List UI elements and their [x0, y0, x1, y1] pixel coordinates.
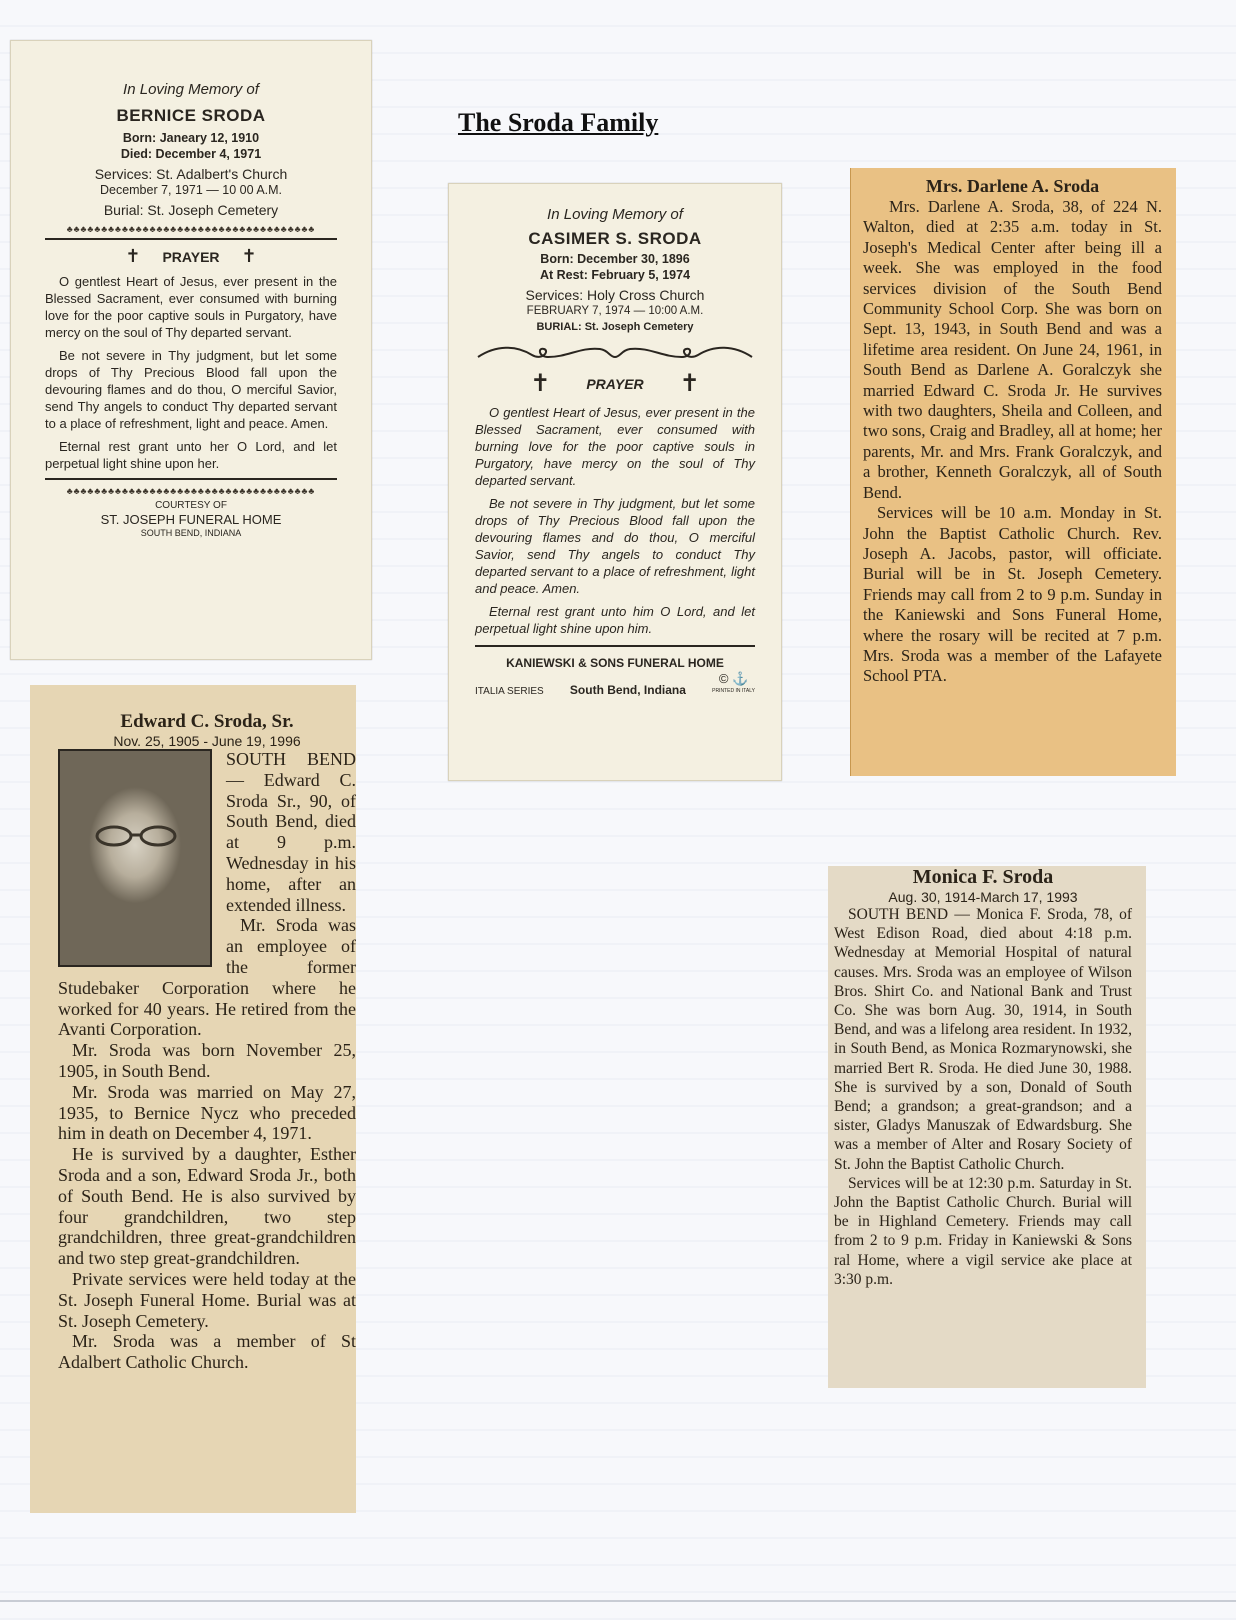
- card-name: CASIMER S. SRODA: [528, 229, 702, 248]
- obituary-paragraph: SOUTH BEND — Monica F. Sroda, 78, of West Edison Road, died about 4:18 p.m. Wednesday at Memorial Hospital of natural causes. Mrs. Sroda was an employee of Wilson Bros. Shirt Co. and National Bank and Trust Co. She was born Aug. 30, 1914, in South Bend, and was a lifelong area resident. In 1932, in South Bend, as Monica Rozmarynowski, she married Bert R. Sroda. He died June 30, 1988. She is survived by a son, Donald of South Bend; a grandson; a great-grandson; and a sister, Gladys Manuszak of Edwardsburg. She was a member of Alter and Rosary Society of St. John the Baptist Catholic Church.: [834, 906, 1132, 1173]
- scroll-ornament-icon: [476, 343, 754, 363]
- obituary-paragraph: Private services were held today at the St. Joseph Funeral Home. Burial was at St. Joseph Cemetery.: [58, 1268, 356, 1331]
- card-services: Services: Holy Cross Church: [525, 287, 705, 303]
- obituary-paragraph: Mr. Sroda was married on May 27, 1935, to Bernice Nycz who preceded him in death on December 4, 1971.: [58, 1081, 356, 1144]
- card-location: SOUTH BEND, INDIANA: [140, 528, 242, 538]
- obituary-paragraph: Mrs. Darlene A. Sroda, 38, of 224 N. Walton, died at 2:35 a.m. today in St. Joseph's Medical Center after being ill a week. She was employed in the food services division of the South Bend Community School Corp. She was born on Sept. 13, 1943, in South Bend and was a lifetime area resident. On June 24, 1961, in South Bend as Darlene A. Goralczyk she married Edward C. Sroda Jr. He survives with two daughters, Sheila and Colleen, and two sons, Craig and Bradley, all at home; her parents, Mr. and Mrs. Frank Goralczyk, and a brother, Kenneth Goralczyk, all of South Bend.: [863, 197, 1162, 502]
- prayer-title: PRAYER: [586, 375, 644, 392]
- card-location: South Bend, Indiana: [569, 683, 686, 697]
- obituary-paragraph: He is survived by a daughter, Esther Sroda and a son, Edward Sroda Jr., both of South Bend. He is also survived by four grandchildren, two step grandchildren, three great-grandchildren and two step great-grandchildren.: [58, 1144, 356, 1269]
- ornament-divider: ♣♣♣♣♣♣♣♣♣♣♣♣♣♣♣♣♣♣♣♣♣♣♣♣♣♣♣♣♣♣♣♣♣♣♣♣: [66, 486, 316, 496]
- obituary-paragraph: Services will be 10 a.m. Monday in St. John the Baptist Catholic Church. Rev. Joseph A. Jacobs, pastor, will officiate. Burial will be in St. Joseph Cemetery. Friends may call from 2 to 9 p.m. Sunday in the Kaniewski and Sons Funeral Home, where the rosary will be recited at 7 p.m. Mrs. Sroda was a member of the Lafayete School PTA.: [863, 503, 1162, 686]
- card-born: Born: Janeary 12, 1910: [122, 131, 260, 145]
- obituary-dates: Aug. 30, 1914-March 17, 1993: [888, 889, 1078, 905]
- prayer-paragraph: Eternal rest grant unto him O Lord, and let perpetual light shine upon him.: [475, 604, 755, 636]
- page-title: The Sroda Family: [458, 108, 659, 137]
- obituary-paragraph: Mr. Sroda was a member of St Adalbert Catholic Church.: [58, 1331, 356, 1373]
- divider-line: [45, 478, 337, 480]
- obituary-edward: [30, 685, 356, 1513]
- card-intro: In Loving Memory of: [547, 206, 683, 223]
- printed-label: PRINTED IN ITALY: [712, 688, 755, 694]
- card-burial: BURIAL: St. Joseph Cemetery: [536, 321, 694, 333]
- memorial-card-casimer: [448, 183, 782, 781]
- glasses-icon: [94, 825, 178, 847]
- cross-icon: ✝: [679, 370, 700, 397]
- divider-line: [475, 645, 755, 647]
- card-born: Born: December 30, 1896: [540, 252, 690, 266]
- prayer-title: PRAYER: [162, 248, 220, 265]
- portrait-photo: [58, 749, 212, 967]
- card-services-time: FEBRUARY 7, 1974 — 10:00 A.M.: [526, 305, 704, 317]
- obituary-paragraph: Mr. Sroda was born November 25, 1905, in South Bend.: [58, 1040, 356, 1081]
- card-series: ITALIA SERIES: [475, 686, 544, 697]
- courtesy-label: COURTESY OF: [155, 500, 227, 511]
- obituary-monica: [828, 866, 1146, 1388]
- obituary-dates: Nov. 25, 1905 - June 19, 1996: [113, 733, 301, 749]
- card-services-time: December 7, 1971 — 10 00 A.M.: [99, 183, 283, 197]
- obituary-paragraph: Mr. Sroda was an employee of the former Studebaker Corporation where he worked for 40 years. He retired from the Avanti Corporation.: [58, 915, 356, 1040]
- obituary-darlene: [850, 168, 1176, 776]
- memorial-card-bernice: [10, 40, 372, 660]
- card-name: BERNICE SRODA: [116, 106, 266, 125]
- card-died: Died: December 4, 1971: [120, 147, 262, 161]
- divider-line: [45, 238, 337, 240]
- obituary-headline: Mrs. Darlene A. Sroda: [925, 176, 1100, 196]
- page-bottom-edge: [0, 1600, 1236, 1602]
- prayer-paragraph: O gentlest Heart of Jesus, ever present in the Blessed Sacrament, ever consumed with burning love for the poor captive souls in Purgatory, have mercy on the soul of Thy departed servant.: [45, 274, 337, 340]
- printer-mark-icon: © ⚓: [718, 671, 749, 686]
- funeral-home: KANIEWSKI & SONS FUNERAL HOME: [506, 656, 724, 670]
- prayer-paragraph: Be not severe in Thy judgment, but let some drops of Thy Precious Blood fall upon the devouring flames and do thou, O merciful Savior, send Thy angels to conduct Thy departed servant to a place of refreshment, light and peace. Amen.: [45, 348, 337, 431]
- cross-icon: ✝: [241, 246, 257, 266]
- obituary-headline: Monica F. Sroda: [912, 866, 1054, 888]
- prayer-paragraph: Eternal rest grant unto her O Lord, and let perpetual light shine upon her.: [45, 439, 337, 471]
- card-burial: Burial: St. Joseph Cemetery: [103, 202, 279, 218]
- prayer-paragraph: Be not severe in Thy judgment, but let some drops of Thy Precious Blood fall upon the devouring flames and do thou, O merciful Savior, send Thy angels to conduct Thy departed servant to a place of refreshment, light and peace. Amen.: [475, 496, 755, 596]
- prayer-paragraph: O gentlest Heart of Jesus, ever present in the Blessed Sacrament, ever consumed with burning love for the poor captive souls in Purgatory, have mercy on the soul of Thy departed servant.: [475, 405, 755, 488]
- card-intro: In Loving Memory of: [123, 81, 259, 98]
- cross-icon: ✝: [530, 370, 551, 397]
- obituary-paragraph: SOUTH BEND — Edward C. Sroda Sr., 90, of South Bend, died at 9 p.m. Wednesday in his home, after an extended illness.: [226, 749, 356, 915]
- card-rest: At Rest: February 5, 1974: [539, 268, 691, 282]
- card-services: Services: St. Adalbert's Church: [94, 166, 288, 182]
- obituary-paragraph: Services will be at 12:30 p.m. Saturday in St. John the Baptist Catholic Church. Burial will be in Highland Cemetery. Friends may call from 2 to 9 p.m. Friday in Kaniewski & Sons ral Home, where a vigil service ake place at 3:30 p.m.: [834, 1174, 1132, 1288]
- cross-icon: ✝: [125, 246, 141, 266]
- obituary-headline: Edward C. Sroda, Sr.: [120, 711, 294, 732]
- funeral-home: ST. JOSEPH FUNERAL HOME: [100, 512, 282, 527]
- ornament-divider: ♣♣♣♣♣♣♣♣♣♣♣♣♣♣♣♣♣♣♣♣♣♣♣♣♣♣♣♣♣♣♣♣♣♣♣♣: [66, 224, 316, 234]
